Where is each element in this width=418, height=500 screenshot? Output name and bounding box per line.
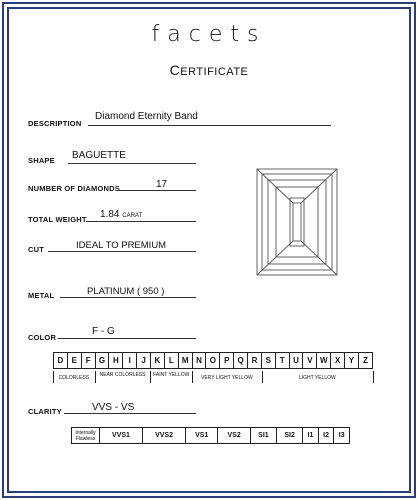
cut-line xyxy=(48,251,196,252)
description-line xyxy=(88,125,331,126)
certificate-title-initial: C xyxy=(169,62,181,78)
weight-label: TOTAL WEIGHT xyxy=(28,215,87,224)
clarity-grade-cell: VS2 xyxy=(218,428,250,444)
color-scale-groups xyxy=(53,371,373,384)
color-scale-row xyxy=(54,353,373,369)
clarity-grade-cell: VVS1 xyxy=(100,428,143,444)
metal-value: PLATINUM ( 950 ) xyxy=(87,286,165,297)
clarity-grade-cell: I3 xyxy=(334,428,350,444)
shape-label: SHAPE xyxy=(28,156,55,165)
color-grade-cell: Z xyxy=(358,353,372,369)
certificate-title xyxy=(0,62,418,78)
color-grade-cell: D xyxy=(54,353,68,369)
color-grade-cell: F xyxy=(81,353,95,369)
inner-border xyxy=(7,7,411,493)
color-group-label: COLORLESS xyxy=(58,375,90,381)
color-grade-cell: L xyxy=(164,353,178,369)
number-value: 17 xyxy=(156,179,168,190)
color-grade-cell: Y xyxy=(345,353,359,369)
color-grade-cell: U xyxy=(289,353,303,369)
color-grade-cell: I xyxy=(123,353,137,369)
color-grade-cell: J xyxy=(137,353,151,369)
clarity-scale-table xyxy=(71,427,350,444)
clarity-label: CLARITY xyxy=(28,407,62,416)
color-grade-cell: T xyxy=(275,353,289,369)
clarity-scale-row xyxy=(72,428,350,444)
cut-label: CUT xyxy=(28,245,45,254)
color-group-label: VERY LIGHT YELLOW xyxy=(201,375,253,381)
weight-line xyxy=(86,221,196,222)
color-grade-cell: N xyxy=(192,353,206,369)
metal-line xyxy=(60,297,196,298)
cut-value: IDEAL TO PREMIUM xyxy=(76,240,167,251)
clarity-grade-cell: VS1 xyxy=(186,428,218,444)
color-grade-cell: G xyxy=(95,353,109,369)
number-label: NUMBER OF DIAMONDS xyxy=(28,184,120,193)
color-grade-cell: Q xyxy=(234,353,248,369)
color-label: COLOR xyxy=(28,333,57,342)
metal-label: METAL xyxy=(28,291,55,300)
color-grade-cell: S xyxy=(261,353,275,369)
clarity-value: VVS - VS xyxy=(92,402,135,413)
number-line xyxy=(119,190,196,191)
color-group-label: FAINT YELLOW xyxy=(153,372,190,378)
brand-logo: facets xyxy=(151,22,267,47)
color-grade-cell: H xyxy=(109,353,123,369)
color-grade-cell: V xyxy=(303,353,317,369)
color-group-label: LIGHT YELLOW xyxy=(298,375,336,381)
color-group-label: NEAR COLORLESS xyxy=(99,372,146,378)
color-grade-cell: O xyxy=(206,353,220,369)
clarity-grade-cell: SI1 xyxy=(250,428,276,444)
color-grade-cell: E xyxy=(67,353,81,369)
weight-number: 1.84 xyxy=(100,209,120,220)
baguette-shape-diagram-icon xyxy=(256,168,338,276)
color-grade-cell: K xyxy=(151,353,165,369)
color-scale-table xyxy=(53,352,373,369)
shape-line xyxy=(68,163,196,164)
color-value: F - G xyxy=(92,326,115,337)
color-grade-cell: M xyxy=(178,353,192,369)
color-grade-cell: X xyxy=(331,353,345,369)
clarity-line xyxy=(64,413,196,414)
color-line xyxy=(58,338,196,339)
color-grade-cell: R xyxy=(248,353,262,369)
certificate-title-rest: ERTIFICATE xyxy=(180,66,249,78)
clarity-grade-cell: SI2 xyxy=(277,428,303,444)
clarity-grade-cell: I1 xyxy=(303,428,319,444)
shape-value: BAGUETTE xyxy=(72,150,126,161)
color-group-divider xyxy=(373,371,374,383)
clarity-grade-cell: VVS2 xyxy=(143,428,186,444)
weight-unit: CARAT xyxy=(122,213,143,219)
clarity-grade-cell: I2 xyxy=(318,428,334,444)
clarity-grade-cell: Internally Flawless xyxy=(72,428,100,444)
description-value: Diamond Eternity Band xyxy=(95,111,198,122)
color-grade-cell: W xyxy=(317,353,331,369)
weight-value xyxy=(100,209,142,220)
color-grade-cell: P xyxy=(220,353,234,369)
description-label: DESCRIPTION xyxy=(28,119,82,128)
